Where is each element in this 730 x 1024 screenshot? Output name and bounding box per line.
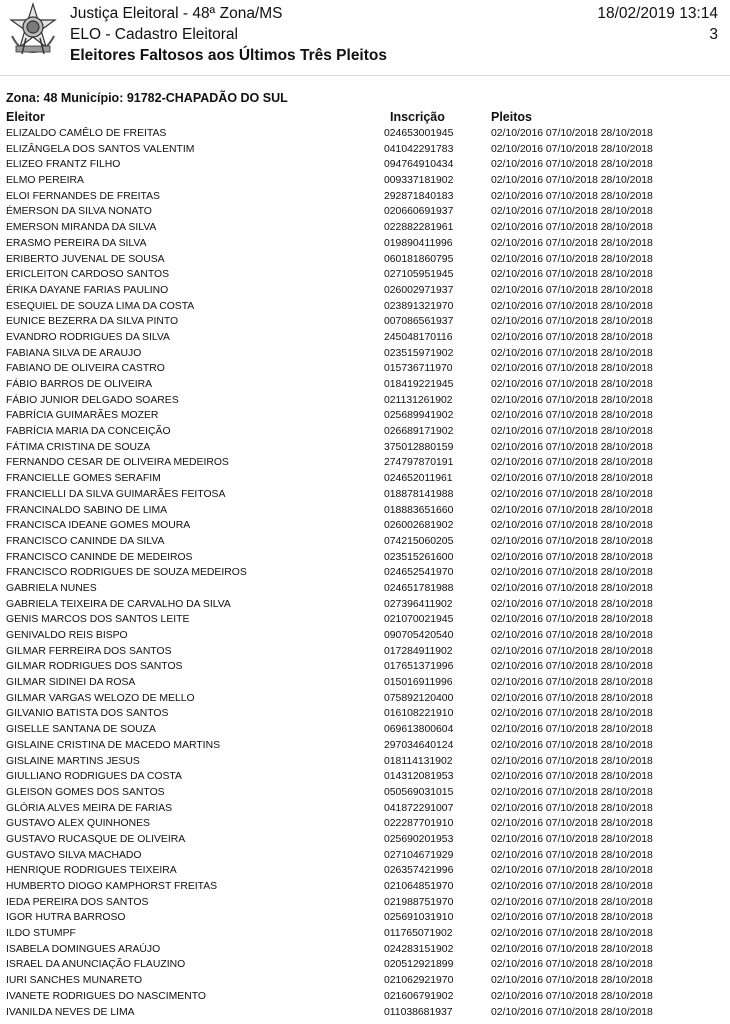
voter-inscricao: 015736711970 (384, 363, 453, 375)
voter-inscricao: 024652011961 (384, 473, 453, 485)
voter-pleitos: 02/10/2016 07/10/2018 28/10/2018 (491, 786, 653, 798)
voter-inscricao: 025691031910 (384, 912, 454, 924)
voter-inscricao: 023891321970 (384, 300, 454, 312)
voter-pleitos: 02/10/2016 07/10/2018 28/10/2018 (491, 159, 653, 171)
voter-pleitos: 02/10/2016 07/10/2018 28/10/2018 (491, 598, 653, 610)
voter-inscricao: 020512921899 (384, 959, 454, 971)
voter-pleitos: 02/10/2016 07/10/2018 28/10/2018 (491, 802, 653, 814)
table-row (0, 612, 730, 628)
voter-pleitos: 02/10/2016 07/10/2018 28/10/2018 (491, 520, 653, 532)
table-row (0, 189, 730, 205)
voter-name: GILMAR VARGAS WELOZO DE MELLO (6, 692, 195, 704)
voter-inscricao: 050569031015 (384, 786, 454, 798)
table-row (0, 816, 730, 832)
voter-inscricao: 007086561937 (384, 316, 454, 328)
table-row (0, 581, 730, 597)
voter-name: IVANILDA NEVES DE LIMA (6, 1006, 135, 1018)
table-row (0, 330, 730, 346)
table-row (0, 236, 730, 252)
voter-inscricao: 025690201953 (384, 833, 454, 845)
voter-pleitos: 02/10/2016 07/10/2018 28/10/2018 (491, 928, 653, 940)
voter-name: FABRÍCIA GUIMARÃES MOZER (6, 410, 159, 422)
voter-pleitos: 02/10/2016 07/10/2018 28/10/2018 (491, 1006, 653, 1018)
voter-inscricao: 292871840183 (384, 190, 454, 202)
table-row (0, 299, 730, 315)
voter-name: FRANCIELLE GOMES SERAFIM (6, 473, 161, 485)
voter-pleitos: 02/10/2016 07/10/2018 28/10/2018 (491, 206, 653, 218)
voter-name: GISELLE SANTANA DE SOUZA (6, 724, 156, 736)
voter-inscricao: 041872291007 (384, 802, 454, 814)
voter-pleitos: 02/10/2016 07/10/2018 28/10/2018 (491, 692, 653, 704)
voter-inscricao: 022882281961 (384, 222, 454, 234)
voter-name: ELIZEO FRANTZ FILHO (6, 159, 121, 171)
voter-name: GUSTAVO RUCASQUE DE OLIVEIRA (6, 833, 186, 845)
voter-name: EVANDRO RODRIGUES DA SILVA (6, 331, 170, 343)
voter-pleitos: 02/10/2016 07/10/2018 28/10/2018 (491, 410, 653, 422)
voter-inscricao: 026002681902 (384, 520, 454, 532)
voter-inscricao: 074215060205 (384, 535, 454, 547)
voter-name: FRANCISCA IDEANE GOMES MOURA (6, 520, 191, 532)
table-row (0, 361, 730, 377)
voter-name: FRANCINALDO SABINO DE LIMA (6, 504, 168, 516)
voter-name: GLEISON GOMES DOS SANTOS (6, 786, 165, 798)
voter-pleitos: 02/10/2016 07/10/2018 28/10/2018 (491, 253, 653, 265)
voter-name: FRANCISCO CANINDE DA SILVA (6, 535, 165, 547)
table-row (0, 738, 730, 754)
table-row (0, 597, 730, 613)
table-row (0, 769, 730, 785)
voter-name: ILDO STUMPF (6, 928, 76, 940)
voter-inscricao: 015016911996 (384, 677, 453, 689)
voter-name: FABIANO DE OLIVEIRA CASTRO (6, 363, 165, 375)
table-row (0, 785, 730, 801)
table-row (0, 565, 730, 581)
table-row (0, 518, 730, 534)
voter-pleitos: 02/10/2016 07/10/2018 28/10/2018 (491, 614, 653, 626)
voter-name: GABRIELA NUNES (6, 582, 97, 594)
voter-inscricao: 018114131902 (384, 755, 453, 767)
voter-inscricao: 018419221945 (384, 379, 454, 390)
voter-pleitos: 02/10/2016 07/10/2018 28/10/2018 (491, 975, 653, 987)
voter-name: ERASMO PEREIRA DA SILVA (6, 237, 147, 249)
table-row (0, 848, 730, 864)
column-header-inscricao: Inscrição (390, 110, 445, 124)
voter-name: ELIZÂNGELA DOS SANTOS VALENTIM (6, 143, 195, 155)
table-row (0, 973, 730, 989)
voter-name: FRANCISCO RODRIGUES DE SOUZA MEDEIROS (6, 567, 247, 579)
voter-pleitos: 02/10/2016 07/10/2018 28/10/2018 (491, 943, 653, 955)
column-header-eleitor: Eleitor (6, 110, 45, 124)
voter-name: HUMBERTO DIOGO KAMPHORST FREITAS (6, 881, 218, 892)
voter-inscricao: 026002971937 (384, 284, 454, 296)
table-row (0, 173, 730, 189)
table-row (0, 863, 730, 879)
voter-name: EMERSON MIRANDA DA SILVA (6, 222, 157, 234)
voter-inscricao: 021064851970 (384, 881, 454, 892)
report-title: Eleitores Faltosos aos Últimos Três Pleitos (70, 47, 387, 64)
voter-inscricao: 297034640124 (384, 739, 454, 751)
voter-inscricao: 060181860795 (384, 253, 454, 265)
table-row (0, 957, 730, 973)
voter-pleitos: 02/10/2016 07/10/2018 28/10/2018 (491, 128, 653, 139)
voter-pleitos: 02/10/2016 07/10/2018 28/10/2018 (491, 739, 653, 751)
voter-inscricao: 024651781988 (384, 582, 454, 594)
table-row (0, 314, 730, 330)
voter-pleitos: 02/10/2016 07/10/2018 28/10/2018 (491, 331, 653, 343)
table-row (0, 220, 730, 236)
voter-name: ÉRIKA DAYANE FARIAS PAULINO (6, 284, 169, 296)
voter-inscricao: 017651371996 (384, 661, 454, 673)
table-row (0, 801, 730, 817)
voter-name: IGOR HUTRA BARROSO (6, 912, 126, 924)
voter-name: ERICLEITON CARDOSO SANTOS (6, 269, 170, 281)
voter-name: GILMAR RODRIGUES DOS SANTOS (6, 661, 183, 673)
header-line-justica: Justiça Eleitoral - 48ª Zona/MS (70, 5, 283, 22)
voter-pleitos: 02/10/2016 07/10/2018 28/10/2018 (491, 222, 653, 234)
table-row (0, 675, 730, 691)
voter-pleitos: 02/10/2016 07/10/2018 28/10/2018 (491, 143, 653, 155)
voter-pleitos: 02/10/2016 07/10/2018 28/10/2018 (491, 300, 653, 312)
voter-name: ERIBERTO JUVENAL DE SOUSA (6, 253, 165, 265)
voter-inscricao: 011765071902 (384, 928, 453, 940)
table-row (0, 832, 730, 848)
voter-pleitos: 02/10/2016 07/10/2018 28/10/2018 (491, 237, 653, 249)
voter-pleitos: 02/10/2016 07/10/2018 28/10/2018 (491, 394, 653, 406)
table-row (0, 471, 730, 487)
voter-inscricao: 024652541970 (384, 567, 454, 579)
voter-name: IVANETE RODRIGUES DO NASCIMENTO (6, 990, 206, 1002)
voter-pleitos: 02/10/2016 07/10/2018 28/10/2018 (491, 708, 653, 720)
table-row (0, 283, 730, 299)
voter-inscricao: 041042291783 (384, 143, 454, 155)
voter-name: ISRAEL DA ANUNCIAÇÃO FLAUZINO (6, 959, 186, 971)
voter-name: IURI SANCHES MUNARETO (6, 975, 143, 987)
voter-pleitos: 02/10/2016 07/10/2018 28/10/2018 (491, 175, 653, 187)
voter-inscricao: 375012880159 (384, 441, 454, 453)
voter-name: FABRÍCIA MARIA DA CONCEIÇÃO (6, 426, 171, 438)
voter-name: GENIS MARCOS DOS SANTOS LEITE (6, 614, 190, 626)
voter-inscricao: 017284911902 (384, 645, 453, 657)
voter-pleitos: 02/10/2016 07/10/2018 28/10/2018 (491, 473, 653, 485)
voter-inscricao: 023515261600 (384, 551, 454, 563)
voter-inscricao: 274797870191 (384, 457, 454, 469)
voter-pleitos: 02/10/2016 07/10/2018 28/10/2018 (491, 567, 653, 579)
table-row (0, 706, 730, 722)
voter-name: GABRIELA TEIXEIRA DE CARVALHO DA SILVA (6, 598, 231, 610)
voter-inscricao: 027396411902 (384, 598, 453, 610)
voter-inscricao: 094764910434 (384, 159, 454, 171)
table-row (0, 628, 730, 644)
voter-pleitos: 02/10/2016 07/10/2018 28/10/2018 (491, 630, 653, 641)
voter-pleitos: 02/10/2016 07/10/2018 28/10/2018 (491, 724, 653, 736)
table-row (0, 926, 730, 942)
report-header (0, 0, 730, 72)
table-row (0, 424, 730, 440)
voter-pleitos: 02/10/2016 07/10/2018 28/10/2018 (491, 912, 653, 924)
table-row (0, 910, 730, 926)
voter-pleitos: 02/10/2016 07/10/2018 28/10/2018 (491, 771, 653, 783)
voter-name: FERNANDO CESAR DE OLIVEIRA MEDEIROS (6, 457, 229, 469)
voter-name: FÁBIO BARROS DE OLIVEIRA (6, 379, 153, 390)
voter-name: GILMAR FERREIRA DOS SANTOS (6, 645, 172, 657)
voter-inscricao: 016108221910 (384, 708, 454, 720)
brazil-coat-of-arms-icon (6, 2, 60, 56)
table-row (0, 534, 730, 550)
voter-inscricao: 069613800604 (384, 724, 454, 736)
voter-pleitos: 02/10/2016 07/10/2018 28/10/2018 (491, 881, 653, 892)
voter-inscricao: 020660691937 (384, 206, 454, 218)
voter-pleitos: 02/10/2016 07/10/2018 28/10/2018 (491, 363, 653, 375)
voter-name: FABIANA SILVA DE ARAUJO (6, 347, 142, 359)
table-row (0, 503, 730, 519)
voter-pleitos: 02/10/2016 07/10/2018 28/10/2018 (491, 990, 653, 1002)
voter-inscricao: 021062921970 (384, 975, 454, 987)
table-row (0, 204, 730, 220)
table-row (0, 989, 730, 1005)
voter-name: GILMAR SIDINEI DA ROSA (6, 677, 136, 689)
table-row (0, 942, 730, 958)
voter-inscricao: 019890411996 (384, 237, 453, 249)
voter-inscricao: 011038681937 (384, 1006, 453, 1018)
voter-pleitos: 02/10/2016 07/10/2018 28/10/2018 (491, 551, 653, 563)
voter-name: GUSTAVO ALEX QUINHONES (6, 818, 150, 830)
voter-name: EUNICE BEZERRA DA SILVA PINTO (6, 316, 179, 328)
voter-name: ÉMERSON DA SILVA NONATO (6, 206, 152, 218)
voter-inscricao: 025689941902 (384, 410, 454, 422)
voter-name: GENIVALDO REIS BISPO (6, 630, 128, 641)
voter-pleitos: 02/10/2016 07/10/2018 28/10/2018 (491, 316, 653, 328)
voter-name: ISABELA DOMINGUES ARAÚJO (6, 943, 161, 955)
voter-pleitos: 02/10/2016 07/10/2018 28/10/2018 (491, 645, 653, 657)
voter-name: FRANCISCO CANINDE DE MEDEIROS (6, 551, 193, 563)
voter-pleitos: 02/10/2016 07/10/2018 28/10/2018 (491, 661, 653, 673)
voter-pleitos: 02/10/2016 07/10/2018 28/10/2018 (491, 190, 653, 202)
table-row (0, 377, 730, 393)
table-row (0, 691, 730, 707)
voter-inscricao: 021070021945 (384, 614, 454, 626)
voter-inscricao: 024283151902 (384, 943, 454, 955)
voter-inscricao: 021606791902 (384, 990, 454, 1002)
table-row (0, 393, 730, 409)
voter-inscricao: 021988751970 (384, 896, 454, 908)
voter-inscricao: 018883651660 (384, 504, 454, 516)
voter-pleitos: 02/10/2016 07/10/2018 28/10/2018 (491, 865, 653, 877)
voter-name: GLÓRIA ALVES MEIRA DE FARIAS (6, 802, 173, 814)
voter-name: ELOI FERNANDES DE FREITAS (6, 190, 160, 202)
voter-pleitos: 02/10/2016 07/10/2018 28/10/2018 (491, 677, 653, 689)
header-divider (0, 75, 730, 76)
table-row (0, 895, 730, 911)
table-row (0, 455, 730, 471)
column-header-pleitos: Pleitos (491, 110, 532, 124)
voter-pleitos: 02/10/2016 07/10/2018 28/10/2018 (491, 896, 653, 908)
voter-inscricao: 022287701910 (384, 818, 454, 830)
voter-inscricao: 026357421996 (384, 865, 454, 877)
voter-name: ESEQUIEL DE SOUZA LIMA DA COSTA (6, 300, 195, 312)
voter-inscricao: 245048170116 (384, 331, 453, 343)
voter-pleitos: 02/10/2016 07/10/2018 28/10/2018 (491, 755, 653, 767)
voter-pleitos: 02/10/2016 07/10/2018 28/10/2018 (491, 833, 653, 845)
voter-name: GUSTAVO SILVA MACHADO (6, 849, 142, 861)
voter-inscricao: 027105951945 (384, 269, 454, 281)
voter-pleitos: 02/10/2016 07/10/2018 28/10/2018 (491, 488, 653, 500)
voter-pleitos: 02/10/2016 07/10/2018 28/10/2018 (491, 535, 653, 547)
table-row (0, 487, 730, 503)
table-row (0, 408, 730, 424)
table-row (0, 252, 730, 268)
voter-pleitos: 02/10/2016 07/10/2018 28/10/2018 (491, 818, 653, 830)
table-row (0, 659, 730, 675)
table-row (0, 440, 730, 456)
voter-pleitos: 02/10/2016 07/10/2018 28/10/2018 (491, 457, 653, 469)
voter-inscricao: 009337181902 (384, 175, 454, 187)
voter-inscricao: 021131261902 (384, 394, 453, 406)
voter-name: ELMO PEREIRA (6, 175, 84, 187)
voter-inscricao: 014312081953 (384, 771, 454, 783)
zone-municipio-line: Zona: 48 Município: 91782-CHAPADÃO DO SUL (6, 91, 288, 105)
voter-inscricao: 026689171902 (384, 426, 454, 438)
voter-name: GISLAINE CRISTINA DE MACEDO MARTINS (6, 739, 221, 751)
voter-pleitos: 02/10/2016 07/10/2018 28/10/2018 (491, 582, 653, 594)
voter-inscricao: 075892120400 (384, 692, 454, 704)
voter-name: GILVANIO BATISTA DOS SANTOS (6, 708, 169, 720)
voter-pleitos: 02/10/2016 07/10/2018 28/10/2018 (491, 284, 653, 296)
table-row (0, 754, 730, 770)
voter-pleitos: 02/10/2016 07/10/2018 28/10/2018 (491, 849, 653, 861)
voter-table-body (0, 126, 730, 1020)
voter-name: GIULLIANO RODRIGUES DA COSTA (6, 771, 182, 783)
voter-pleitos: 02/10/2016 07/10/2018 28/10/2018 (491, 347, 653, 359)
voter-name: ELIZALDO CAMÊLO DE FREITAS (6, 128, 167, 139)
voter-name: FÁTIMA CRISTINA DE SOUZA (6, 441, 151, 453)
voter-pleitos: 02/10/2016 07/10/2018 28/10/2018 (491, 441, 653, 453)
table-row (0, 346, 730, 362)
page-number: 3 (709, 26, 718, 43)
voter-inscricao: 090705420540 (384, 630, 454, 641)
voter-inscricao: 018878141988 (384, 488, 454, 500)
table-row (0, 142, 730, 158)
voter-pleitos: 02/10/2016 07/10/2018 28/10/2018 (491, 269, 653, 281)
header-line-elo: ELO - Cadastro Eleitoral (70, 26, 238, 43)
table-row (0, 267, 730, 283)
voter-pleitos: 02/10/2016 07/10/2018 28/10/2018 (491, 426, 653, 438)
table-row (0, 550, 730, 566)
voter-pleitos: 02/10/2016 07/10/2018 28/10/2018 (491, 379, 653, 390)
voter-name: HENRIQUE RODRIGUES TEIXEIRA (6, 865, 177, 877)
table-row (0, 644, 730, 660)
voter-name: IEDA PEREIRA DOS SANTOS (6, 896, 149, 908)
table-row (0, 1005, 730, 1021)
voter-name: FÁBIO JUNIOR DELGADO SOARES (6, 394, 179, 406)
voter-name: GISLAINE MARTINS JESUS (6, 755, 140, 767)
table-row (0, 722, 730, 738)
voter-inscricao: 024653001945 (384, 128, 454, 139)
voter-inscricao: 023515971902 (384, 347, 454, 359)
voter-name: FRANCIELLI DA SILVA GUIMARÃES FEITOSA (6, 488, 226, 500)
table-row (0, 126, 730, 142)
voter-pleitos: 02/10/2016 07/10/2018 28/10/2018 (491, 959, 653, 971)
table-row (0, 157, 730, 173)
report-datetime: 18/02/2019 13:14 (597, 5, 718, 22)
voter-inscricao: 027104671929 (384, 849, 454, 861)
voter-pleitos: 02/10/2016 07/10/2018 28/10/2018 (491, 504, 653, 516)
table-row (0, 879, 730, 895)
